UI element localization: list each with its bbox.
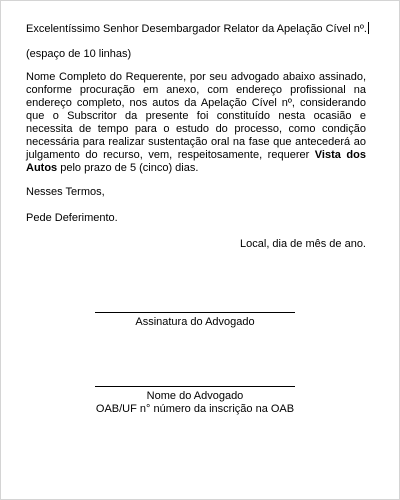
signature-label: Assinatura do Advogado xyxy=(135,316,255,328)
lawyer-name-label: Nome do Advogado xyxy=(146,390,244,402)
lawyer-name-block xyxy=(95,386,295,416)
salutation xyxy=(26,22,366,36)
signature-line xyxy=(95,312,295,313)
body-text-start: Nome Completo do Requerente, por seu advogado abaixo assinado, conforme procuração em anexo, com endereço profissional na endereço completo, nos autos da Apelação Cível nº, considerando que o Subscritor da presente foi constituído nesta ocasião e necessita de tempo para o estudo do processo, como condição necessária para realizar sustentação oral na fase que antecederá ao julgamento do recurso, vem, respeitosamente, requerer xyxy=(26,71,366,161)
text-cursor xyxy=(368,22,369,34)
name-line xyxy=(95,386,295,387)
salutation-text: Excelentíssimo Senhor Desembargador Relator da Apelação Cível nº. xyxy=(26,23,367,35)
document-page xyxy=(26,22,366,251)
body-paragraph xyxy=(26,71,366,175)
request-line: Pede Deferimento. xyxy=(26,212,118,224)
closing-line: Nesses Termos, xyxy=(26,186,105,198)
body-text-bold: Vista dos Autos xyxy=(26,149,366,174)
oab-registration-label: OAB/UF n° número da inscrição na OAB xyxy=(95,403,295,415)
lawyer-signature-block xyxy=(95,312,295,329)
body-text-end: pelo prazo de 5 (cinco) dias. xyxy=(57,162,199,174)
place-date-line: Local, dia de mês de ano. xyxy=(240,238,366,250)
spacing-note: (espaço de 10 linhas) xyxy=(26,48,132,60)
